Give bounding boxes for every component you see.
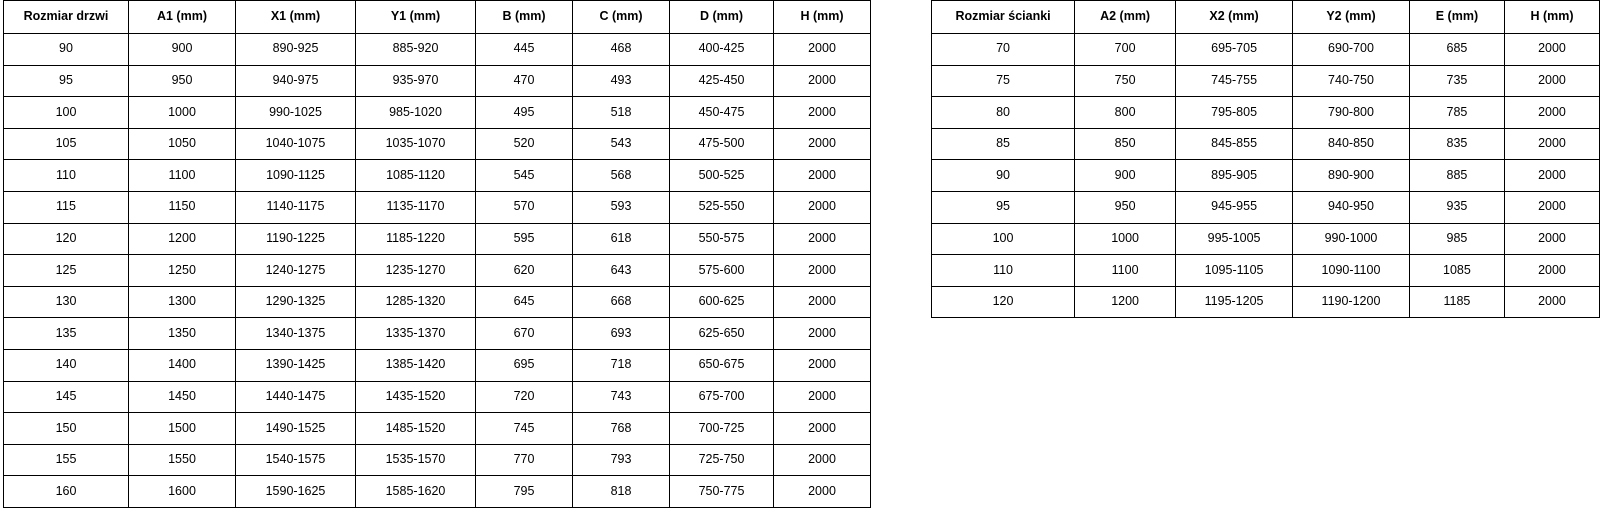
table-cell: 2000 [774, 97, 871, 129]
table-cell: 725-750 [670, 444, 774, 476]
table-cell: 845-855 [1176, 128, 1293, 160]
table-row [4, 286, 871, 318]
table-cell: 2000 [774, 223, 871, 255]
table-cell: 1195-1205 [1176, 286, 1293, 318]
table-cell: 795 [476, 476, 573, 508]
table-row [4, 413, 871, 445]
table-cell: 985-1020 [356, 97, 476, 129]
table-cell: 445 [476, 34, 573, 66]
table-cell: 545 [476, 160, 573, 192]
table-cell: 90 [4, 34, 129, 66]
table-cell: 618 [573, 223, 670, 255]
table-cell: 2000 [1504, 223, 1599, 255]
table-cell: 1050 [129, 128, 236, 160]
table-cell: 1095-1105 [1176, 255, 1293, 287]
table-cell: 2000 [774, 318, 871, 350]
table-cell: 493 [573, 65, 670, 97]
table-cell: 2000 [774, 255, 871, 287]
table-cell: 1590-1625 [236, 476, 356, 508]
table-cell: 1190-1225 [236, 223, 356, 255]
table-cell: 2000 [1504, 65, 1599, 97]
table-cell: 125 [4, 255, 129, 287]
table-cell: 470 [476, 65, 573, 97]
table-cell: 1490-1525 [236, 413, 356, 445]
table-cell: 450-475 [670, 97, 774, 129]
table-cell: 1285-1320 [356, 286, 476, 318]
table-cell: 950 [1075, 191, 1176, 223]
column-header: Y1 (mm) [356, 1, 476, 34]
table-cell: 2000 [1504, 286, 1599, 318]
table-cell: 2000 [774, 34, 871, 66]
table-cell: 750 [1075, 65, 1176, 97]
table-cell: 795-805 [1176, 97, 1293, 129]
table-cell: 2000 [774, 476, 871, 508]
table-cell: 940-975 [236, 65, 356, 97]
table-cell: 675-700 [670, 381, 774, 413]
table-cell: 685 [1409, 34, 1504, 66]
table-cell: 520 [476, 128, 573, 160]
column-header: E (mm) [1409, 1, 1504, 34]
table-row [932, 65, 1600, 97]
table-cell: 668 [573, 286, 670, 318]
table-row [4, 160, 871, 192]
table-cell: 745 [476, 413, 573, 445]
table-cell: 1550 [129, 444, 236, 476]
table-cell: 620 [476, 255, 573, 287]
table-cell: 1185-1220 [356, 223, 476, 255]
table-cell: 1500 [129, 413, 236, 445]
table-cell: 100 [4, 97, 129, 129]
table-row [4, 476, 871, 508]
table-cell: 740-750 [1293, 65, 1410, 97]
table-cell: 135 [4, 318, 129, 350]
table-cell: 2000 [774, 191, 871, 223]
table-cell: 790-800 [1293, 97, 1410, 129]
table-cell: 110 [932, 255, 1075, 287]
table-cell: 1435-1520 [356, 381, 476, 413]
table-cell: 695 [476, 349, 573, 381]
table-cell: 1085-1120 [356, 160, 476, 192]
table-cell: 1485-1520 [356, 413, 476, 445]
table-cell: 105 [4, 128, 129, 160]
table-row [4, 128, 871, 160]
table-row [4, 65, 871, 97]
column-header: D (mm) [670, 1, 774, 34]
table-cell: 1340-1375 [236, 318, 356, 350]
table-cell: 735 [1409, 65, 1504, 97]
table-cell: 543 [573, 128, 670, 160]
doors-dimensions-table [3, 0, 871, 508]
table-row [4, 381, 871, 413]
doors-table-header [4, 1, 871, 34]
table-cell: 995-1005 [1176, 223, 1293, 255]
table-cell: 1100 [129, 160, 236, 192]
walls-dimensions-table [931, 0, 1600, 318]
table-cell: 695-705 [1176, 34, 1293, 66]
table-cell: 110 [4, 160, 129, 192]
table-cell: 720 [476, 381, 573, 413]
table-cell: 1035-1070 [356, 128, 476, 160]
table-cell: 495 [476, 97, 573, 129]
table-cell: 550-575 [670, 223, 774, 255]
table-row [4, 97, 871, 129]
table-cell: 1385-1420 [356, 349, 476, 381]
table-cell: 800 [1075, 97, 1176, 129]
walls-table-container [931, 0, 1600, 318]
table-cell: 1200 [129, 223, 236, 255]
walls-table-body [932, 34, 1600, 318]
table-cell: 593 [573, 191, 670, 223]
table-cell: 945-955 [1176, 191, 1293, 223]
table-cell: 1000 [129, 97, 236, 129]
column-header: Rozmiar ścianki [932, 1, 1075, 34]
table-cell: 670 [476, 318, 573, 350]
column-header: B (mm) [476, 1, 573, 34]
table-cell: 950 [129, 65, 236, 97]
column-header: A2 (mm) [1075, 1, 1176, 34]
table-cell: 935 [1409, 191, 1504, 223]
table-cell: 990-1025 [236, 97, 356, 129]
table-cell: 785 [1409, 97, 1504, 129]
column-header: H (mm) [774, 1, 871, 34]
table-cell: 1600 [129, 476, 236, 508]
table-row [4, 223, 871, 255]
table-cell: 1585-1620 [356, 476, 476, 508]
table-cell: 400-425 [670, 34, 774, 66]
table-cell: 120 [932, 286, 1075, 318]
table-cell: 1250 [129, 255, 236, 287]
table-cell: 75 [932, 65, 1075, 97]
table-cell: 2000 [774, 444, 871, 476]
table-cell: 990-1000 [1293, 223, 1410, 255]
table-cell: 900 [1075, 160, 1176, 192]
table-cell: 95 [932, 191, 1075, 223]
column-header: A1 (mm) [129, 1, 236, 34]
table-cell: 1540-1575 [236, 444, 356, 476]
table-cell: 643 [573, 255, 670, 287]
table-cell: 718 [573, 349, 670, 381]
table-cell: 2000 [774, 381, 871, 413]
table-cell: 1150 [129, 191, 236, 223]
table-cell: 115 [4, 191, 129, 223]
table-cell: 425-450 [670, 65, 774, 97]
table-cell: 900 [129, 34, 236, 66]
table-cell: 1440-1475 [236, 381, 356, 413]
table-cell: 2000 [1504, 34, 1599, 66]
table-cell: 2000 [1504, 97, 1599, 129]
table-cell: 770 [476, 444, 573, 476]
table-cell: 500-525 [670, 160, 774, 192]
table-cell: 600-625 [670, 286, 774, 318]
table-cell: 1190-1200 [1293, 286, 1410, 318]
column-header: Y2 (mm) [1293, 1, 1410, 34]
table-row [4, 444, 871, 476]
table-row [4, 349, 871, 381]
table-cell: 818 [573, 476, 670, 508]
table-cell: 2000 [1504, 128, 1599, 160]
table-cell: 85 [932, 128, 1075, 160]
table-cell: 625-650 [670, 318, 774, 350]
table-cell: 475-500 [670, 128, 774, 160]
table-cell: 468 [573, 34, 670, 66]
table-cell: 840-850 [1293, 128, 1410, 160]
table-cell: 70 [932, 34, 1075, 66]
table-cell: 568 [573, 160, 670, 192]
table-row [932, 191, 1600, 223]
table-cell: 690-700 [1293, 34, 1410, 66]
table-cell: 1100 [1075, 255, 1176, 287]
table-row [932, 128, 1600, 160]
table-cell: 693 [573, 318, 670, 350]
table-cell: 645 [476, 286, 573, 318]
table-cell: 885 [1409, 160, 1504, 192]
table-cell: 2000 [774, 349, 871, 381]
table-cell: 2000 [774, 160, 871, 192]
table-cell: 2000 [774, 286, 871, 318]
table-cell: 160 [4, 476, 129, 508]
table-cell: 1135-1170 [356, 191, 476, 223]
table-cell: 1400 [129, 349, 236, 381]
column-header: Rozmiar drzwi [4, 1, 129, 34]
column-header: X2 (mm) [1176, 1, 1293, 34]
table-row [4, 191, 871, 223]
table-cell: 2000 [774, 128, 871, 160]
table-cell: 2000 [1504, 255, 1599, 287]
column-header: X1 (mm) [236, 1, 356, 34]
table-cell: 935-970 [356, 65, 476, 97]
table-cell: 1000 [1075, 223, 1176, 255]
table-cell: 2000 [1504, 160, 1599, 192]
table-cell: 2000 [1504, 191, 1599, 223]
table-cell: 650-675 [670, 349, 774, 381]
table-cell: 2000 [774, 413, 871, 445]
table-cell: 1335-1370 [356, 318, 476, 350]
table-cell: 1090-1100 [1293, 255, 1410, 287]
table-cell: 743 [573, 381, 670, 413]
table-cell: 1300 [129, 286, 236, 318]
table-cell: 890-900 [1293, 160, 1410, 192]
table-row [4, 255, 871, 287]
table-cell: 1085 [1409, 255, 1504, 287]
table-cell: 750-775 [670, 476, 774, 508]
table-cell: 940-950 [1293, 191, 1410, 223]
table-cell: 155 [4, 444, 129, 476]
table-cell: 100 [932, 223, 1075, 255]
table-row [4, 318, 871, 350]
table-cell: 1235-1270 [356, 255, 476, 287]
table-cell: 1450 [129, 381, 236, 413]
doors-table-container [3, 0, 871, 508]
table-row [932, 34, 1600, 66]
table-cell: 2000 [774, 65, 871, 97]
table-cell: 595 [476, 223, 573, 255]
table-cell: 150 [4, 413, 129, 445]
table-row [932, 97, 1600, 129]
table-cell: 745-755 [1176, 65, 1293, 97]
table-cell: 525-550 [670, 191, 774, 223]
table-row [4, 34, 871, 66]
table-cell: 1185 [1409, 286, 1504, 318]
table-cell: 768 [573, 413, 670, 445]
table-cell: 130 [4, 286, 129, 318]
table-cell: 1290-1325 [236, 286, 356, 318]
table-cell: 1040-1075 [236, 128, 356, 160]
table-cell: 140 [4, 349, 129, 381]
table-cell: 120 [4, 223, 129, 255]
table-header-row [932, 1, 1600, 34]
table-cell: 575-600 [670, 255, 774, 287]
table-cell: 1090-1125 [236, 160, 356, 192]
table-cell: 885-920 [356, 34, 476, 66]
table-cell: 1200 [1075, 286, 1176, 318]
table-cell: 700 [1075, 34, 1176, 66]
table-cell: 518 [573, 97, 670, 129]
table-cell: 895-905 [1176, 160, 1293, 192]
table-cell: 95 [4, 65, 129, 97]
doors-table-body [4, 34, 871, 508]
table-cell: 145 [4, 381, 129, 413]
table-cell: 1140-1175 [236, 191, 356, 223]
table-cell: 700-725 [670, 413, 774, 445]
column-header: H (mm) [1504, 1, 1599, 34]
table-header-row [4, 1, 871, 34]
table-row [932, 160, 1600, 192]
table-row [932, 255, 1600, 287]
table-cell: 1390-1425 [236, 349, 356, 381]
table-cell: 570 [476, 191, 573, 223]
walls-table-header [932, 1, 1600, 34]
table-cell: 80 [932, 97, 1075, 129]
table-cell: 850 [1075, 128, 1176, 160]
table-cell: 1350 [129, 318, 236, 350]
table-cell: 1535-1570 [356, 444, 476, 476]
table-cell: 90 [932, 160, 1075, 192]
table-cell: 1240-1275 [236, 255, 356, 287]
table-row [932, 223, 1600, 255]
column-header: C (mm) [573, 1, 670, 34]
table-row [932, 286, 1600, 318]
table-cell: 985 [1409, 223, 1504, 255]
table-cell: 793 [573, 444, 670, 476]
table-cell: 835 [1409, 128, 1504, 160]
table-cell: 890-925 [236, 34, 356, 66]
